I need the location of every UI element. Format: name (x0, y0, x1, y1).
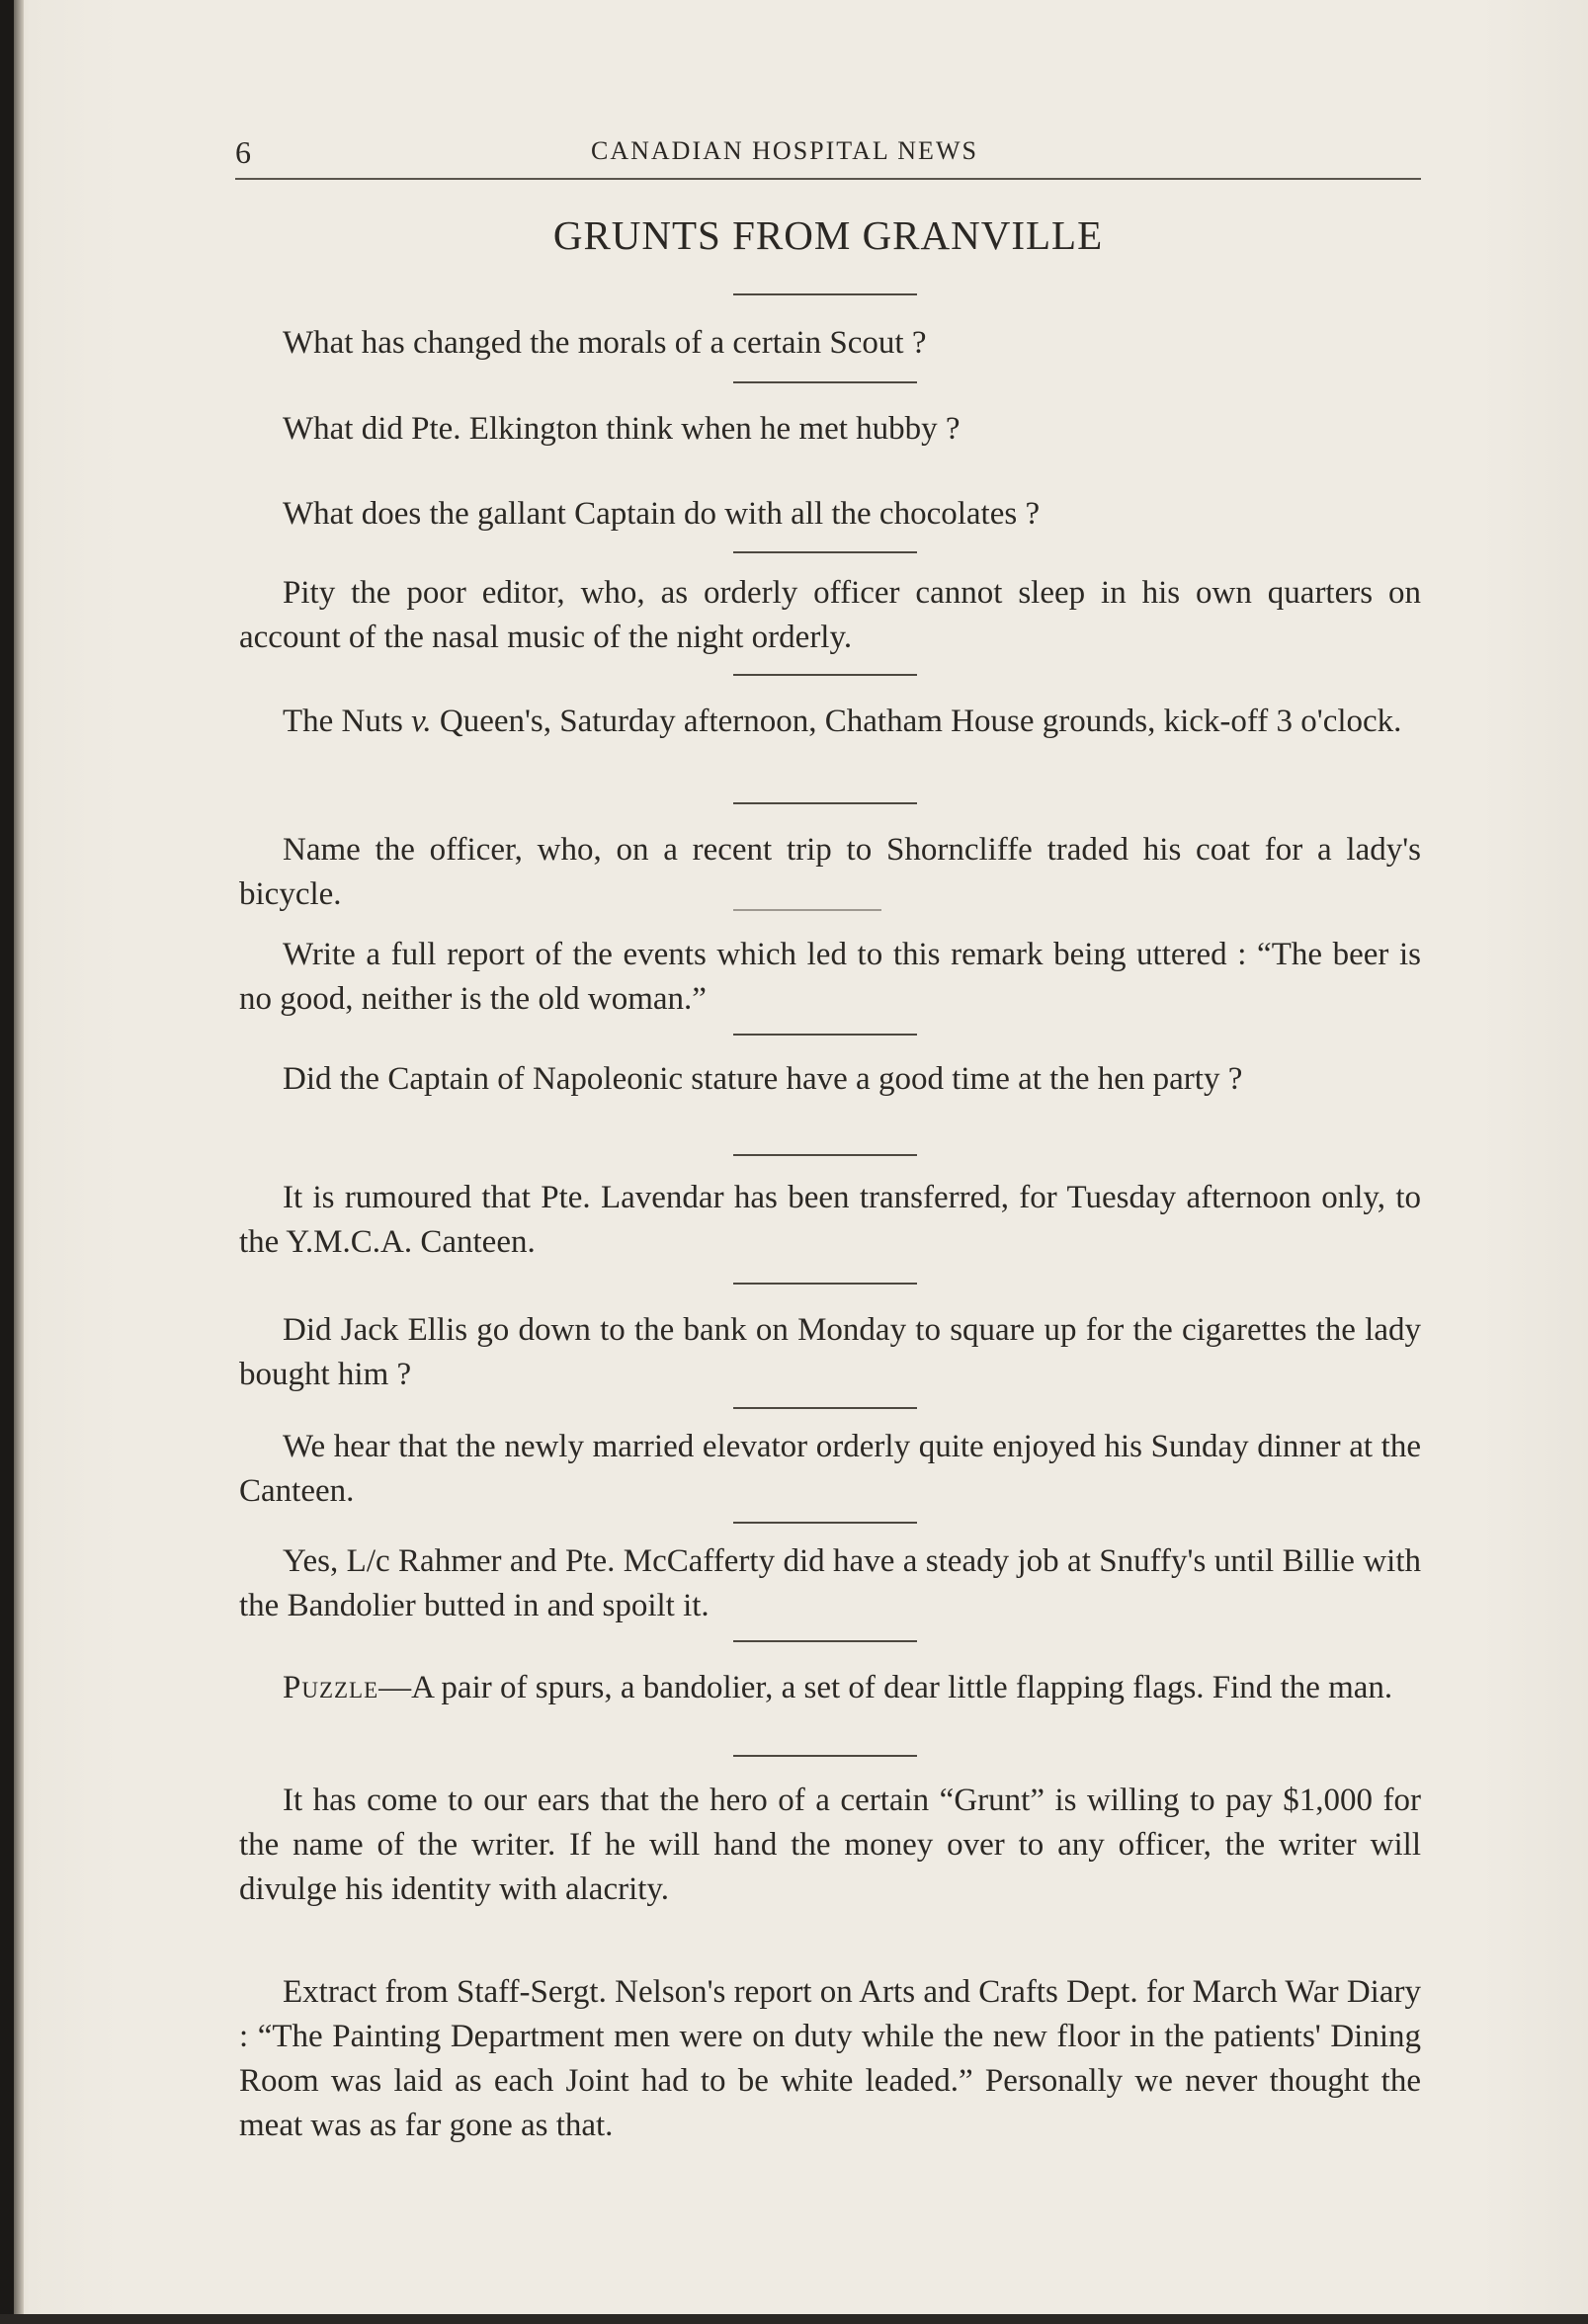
item-14: It has come to our ears that the hero of a certain “Grunt” is willing to pay $1,000 for the name of the writer. If he will hand the money over to any officer, the writer will divulge his identity with alacrity. (239, 1783, 1421, 1907)
divider (733, 802, 917, 804)
item-9: It is rumoured that Pte. Lavendar has been transferred, for Tuesday afternoon only, to the Y.M.C.A. Canteen. (239, 1180, 1421, 1260)
book-spine-shadow (0, 0, 14, 2324)
page-header (235, 130, 1421, 170)
divider (733, 909, 881, 911)
item-13 (239, 1666, 1421, 1710)
item-10: Did Jack Ellis go down to the bank on Monday to square up for the cigarettes the lady bought him ? (239, 1312, 1421, 1392)
item-2: What did Pte. Elkington think when he met hubby ? (283, 411, 961, 447)
item-13-text: —A pair of spurs, a bandolier, a set of dear little flapping flags. Find the man. (378, 1670, 1393, 1705)
bottom-edge (0, 2314, 1588, 2324)
item-5 (239, 700, 1421, 744)
page-number: 6 (235, 134, 251, 170)
item-5-text-b: Queen's, Saturday afternoon, Chatham House grounds, kick-off 3 o'clock. (431, 704, 1402, 739)
divider (733, 1407, 917, 1409)
item-6: Name the officer, who, on a recent trip to Shorncliffe traded his coat for a lady's bicycle. (239, 832, 1421, 912)
header-rule (235, 178, 1421, 180)
item-4: Pity the poor editor, who, as orderly officer cannot sleep in his own quarters on account of the nasal music of the night orderly. (239, 575, 1421, 655)
article-title: GRUNTS FROM GRANVILLE (552, 212, 1104, 258)
item-3: What does the gallant Captain do with all the chocolates ? (283, 496, 1041, 532)
divider (733, 674, 917, 676)
divider (733, 1154, 917, 1156)
divider (733, 1034, 917, 1036)
running-head: CANADIAN HOSPITAL NEWS (591, 136, 978, 165)
divider (733, 1522, 917, 1524)
divider (733, 1640, 917, 1642)
item-12: Yes, L/c Rahmer and Pte. McCafferty did have a steady job at Snuffy's until Billie with the Bandolier butted in and spoilt it. (239, 1543, 1421, 1623)
divider (733, 551, 917, 553)
puzzle-label: Puzzle (283, 1670, 379, 1705)
divider (733, 381, 917, 383)
item-11: We hear that the newly married elevator orderly quite enjoyed his Sunday dinner at the Canteen. (239, 1429, 1421, 1509)
item-15: Extract from Staff-Sergt. Nelson's report on Arts and Crafts Dept. for March War Diary : “The Painting Department men were on duty while the new floor in the patients' Dining Room was laid as each Joint had to be white leaded.” Personally we never thought the meat was as far gone as that. (239, 1974, 1421, 2143)
book-gutter (14, 0, 24, 2324)
item-8: Did the Captain of Napoleonic stature have a good time at the hen party ? (283, 1061, 1243, 1097)
divider (733, 1755, 917, 1757)
item-1: What has changed the morals of a certain Scout ? (283, 325, 927, 361)
item-5-text-a: The Nuts (283, 704, 412, 739)
divider (733, 293, 917, 295)
item-7: Write a full report of the events which led to this remark being uttered : “The beer is no good, neither is the old woman.” (239, 937, 1421, 1017)
divider (733, 1283, 917, 1285)
item-5-versus: v. (411, 704, 432, 739)
